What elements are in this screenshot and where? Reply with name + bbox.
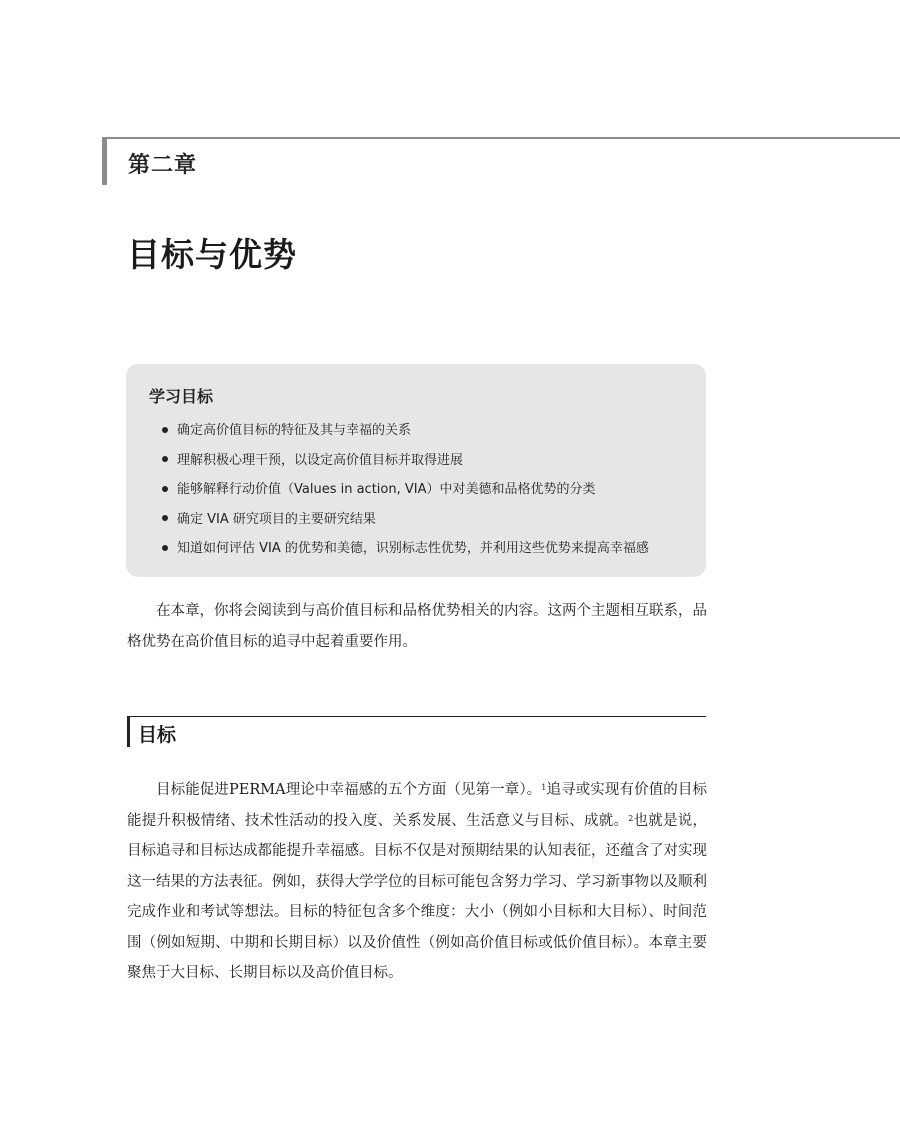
bullet-icon xyxy=(162,545,168,551)
objective-text: 能够解释行动价值（Values in action, VIA）中对美德和品格优势的分类 xyxy=(177,482,596,497)
chapter-header-rule xyxy=(102,137,900,139)
section-header-rule xyxy=(127,716,706,717)
footnote-marker[interactable]: 1 xyxy=(541,783,547,792)
list-item xyxy=(162,510,649,540)
list-item xyxy=(162,451,649,481)
chapter-label: 第二章 xyxy=(128,153,198,178)
section-title: 目标 xyxy=(138,724,177,746)
body-paragraph xyxy=(127,775,707,989)
intro-paragraph: 在本章，你将会阅读到与高价值目标和品格优势相关的内容。这两个主题相互联系，品格优势在高价值目标的追寻中起着重要作用。 xyxy=(127,603,707,650)
bullet-icon xyxy=(162,427,168,433)
chapter-header-bar xyxy=(102,137,107,185)
paragraph-text: 也就是说，目标追寻和目标达成都能提升幸福感。目标不仅是对预期结果的认知表征，还蕴含了对实现这一结果的方法表征。例如，获得大学学位的目标可能包含努力学习、学习新事物以及顺利完成作业和考试等想法。目标的特征包含多个维度：大小（例如小目标和大目标）、时间范围（例如短期、中期和长期目标）以及价值性（例如高价值目标或低价值目标）。本章主要聚焦于大目标、长期目标以及高价值目标。 xyxy=(127,812,708,981)
list-item xyxy=(162,421,649,451)
paragraph-text: 目标能促进PERMA理论中幸福感的五个方面（见第一章）。 xyxy=(156,782,542,798)
paragraph-text: 追寻或实现有价值的目标能提升积极情绪、技术性活动的投入度、关系发展、生活意义与目标、成就。 xyxy=(127,782,707,829)
chapter-title: 目标与优势 xyxy=(127,235,297,274)
bullet-icon xyxy=(162,515,168,521)
learning-objectives-list xyxy=(162,421,649,569)
learning-objectives-heading: 学习目标 xyxy=(149,387,214,406)
bullet-icon xyxy=(162,486,168,492)
objective-text: 知道如何评估 VIA 的优势和美德，识别标志性优势，并利用这些优势来提高幸福感 xyxy=(177,541,649,556)
learning-objectives-box xyxy=(126,364,706,577)
bullet-icon xyxy=(162,456,168,462)
footnote-marker[interactable]: 2 xyxy=(628,813,634,823)
objective-text: 确定高价值目标的特征及其与幸福的关系 xyxy=(177,423,412,438)
objective-text: 理解积极心理干预，以设定高价值目标并取得进展 xyxy=(177,452,464,468)
list-item xyxy=(162,480,649,510)
section-header-bar xyxy=(127,716,130,747)
objective-text: 确定 VIA 研究项目的主要研究结果 xyxy=(177,511,376,527)
list-item xyxy=(162,539,649,569)
